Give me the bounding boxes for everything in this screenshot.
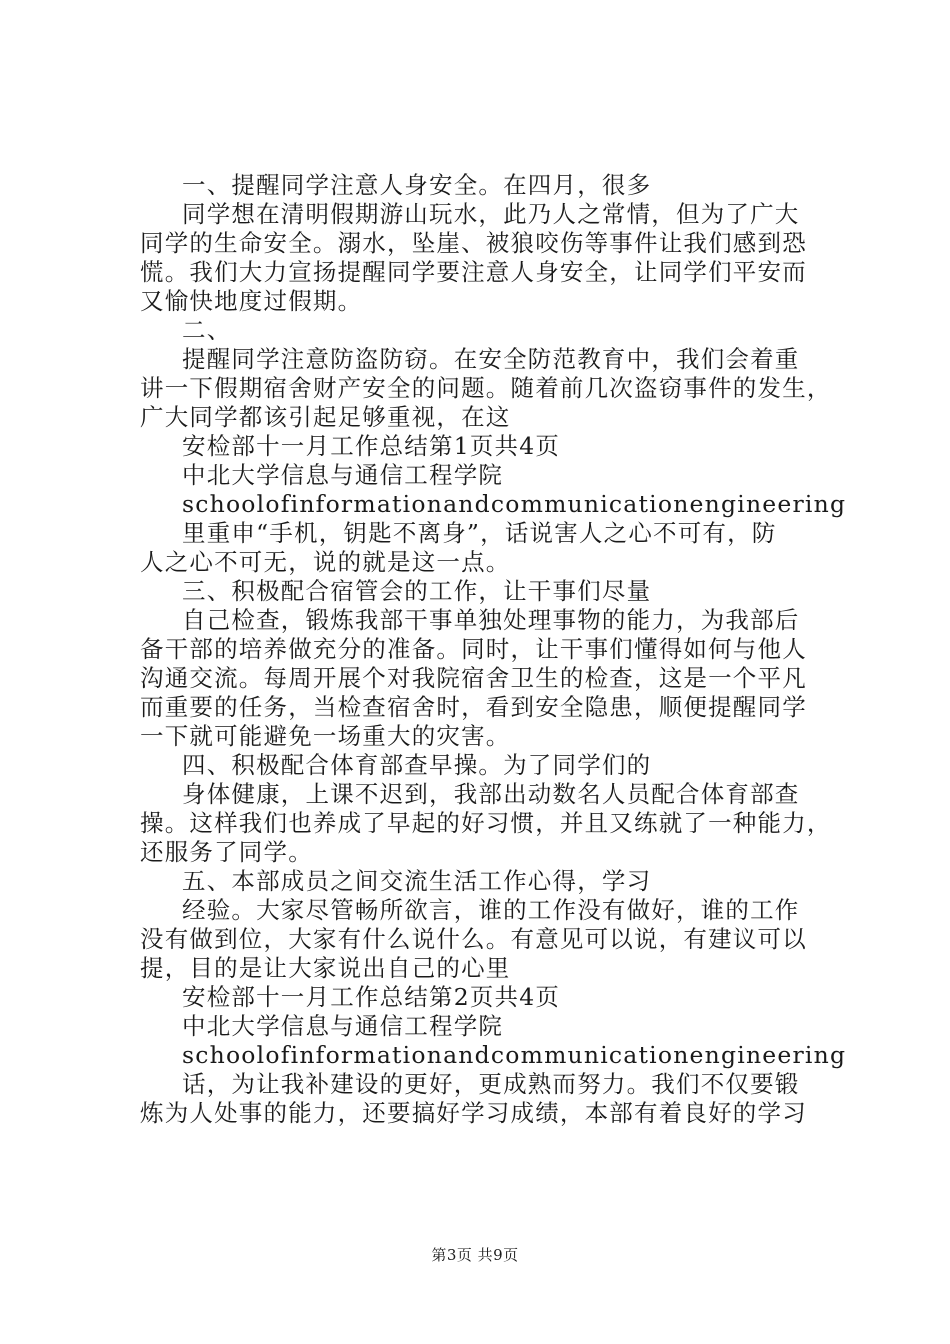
text-line: 操。这样我们也养成了早起的好习惯，并且又练就了一种能力， <box>140 809 832 837</box>
text-line: 自己检查，锻炼我部干事单独处理事物的能力，为我部后 <box>182 606 800 634</box>
text-line: 四、积极配合体育部查早操。为了同学们的 <box>182 751 652 779</box>
text-line: 广大同学都该引起足够重视，在这 <box>140 403 511 431</box>
text-line: 安检部十一月工作总结第2页共4页 <box>182 983 561 1011</box>
text-line: 炼为人处事的能力，还要搞好学习成绩，本部有着良好的学习 <box>140 1099 807 1127</box>
text-line: 又愉快地度过假期。 <box>140 287 363 315</box>
text-line: 人之心不可无，说的就是这一点。 <box>140 548 511 576</box>
document-body <box>140 171 847 1128</box>
text-line: schoolofinformationandcommunicationengineering <box>182 1041 847 1069</box>
text-line: 安检部十一月工作总结第1页共4页 <box>182 432 561 460</box>
text-line: 话，为让我补建设的更好，更成熟而努力。我们不仅要锻 <box>182 1070 800 1098</box>
text-line: 备干部的培养做充分的准备。同时，让干事们懂得如何与他人 <box>140 635 807 663</box>
text-line: 沟通交流。每周开展个对我院宿舍卫生的检查，这是一个平凡 <box>140 664 807 692</box>
text-line: 而重要的任务，当检查宿舍时，看到安全隐患，顺便提醒同学 <box>140 693 807 721</box>
text-line: 同学想在清明假期游山玩水，此乃人之常情，但为了广大 <box>182 200 800 228</box>
text-line: 一、提醒同学注意人身安全。在四月，很多 <box>182 171 652 199</box>
text-line: 讲一下假期宿舍财产安全的问题。随着前几次盗窃事件的发生， <box>140 374 832 402</box>
text-line: 中北大学信息与通信工程学院 <box>182 461 504 489</box>
text-line: 同学的生命安全。溺水，坠崖、被狼咬伤等事件让我们感到恐 <box>140 229 807 257</box>
page-footer: 第3页 共9页 <box>431 1246 519 1264</box>
text-line: 里重申“手机，钥匙不离身”，话说害人之心不可有，防 <box>182 519 777 547</box>
text-line: 提，目的是让大家说出自己的心里 <box>140 954 511 982</box>
text-line: 提醒同学注意防盗防窃。在安全防范教育中，我们会着重 <box>182 345 800 373</box>
text-line: 五、本部成员之间交流生活工作心得，学习 <box>182 867 652 895</box>
text-line: 一下就可能避免一场重大的灾害。 <box>140 722 511 750</box>
text-line: 三、积极配合宿管会的工作，让干事们尽量 <box>182 577 652 605</box>
text-line: 二、 <box>182 316 232 344</box>
text-line: 中北大学信息与通信工程学院 <box>182 1012 504 1040</box>
text-line: 身体健康，上课不迟到，我部出动数名人员配合体育部查 <box>182 780 800 808</box>
text-line: 没有做到位，大家有什么说什么。有意见可以说，有建议可以 <box>140 925 807 953</box>
text-line: schoolofinformationandcommunicationengineering <box>182 490 847 518</box>
text-line: 还服务了同学。 <box>140 838 313 866</box>
text-line: 慌。我们大力宣扬提醒同学要注意人身安全，让同学们平安而 <box>140 258 807 286</box>
text-line: 经验。大家尽管畅所欲言，谁的工作没有做好，谁的工作 <box>182 896 800 924</box>
